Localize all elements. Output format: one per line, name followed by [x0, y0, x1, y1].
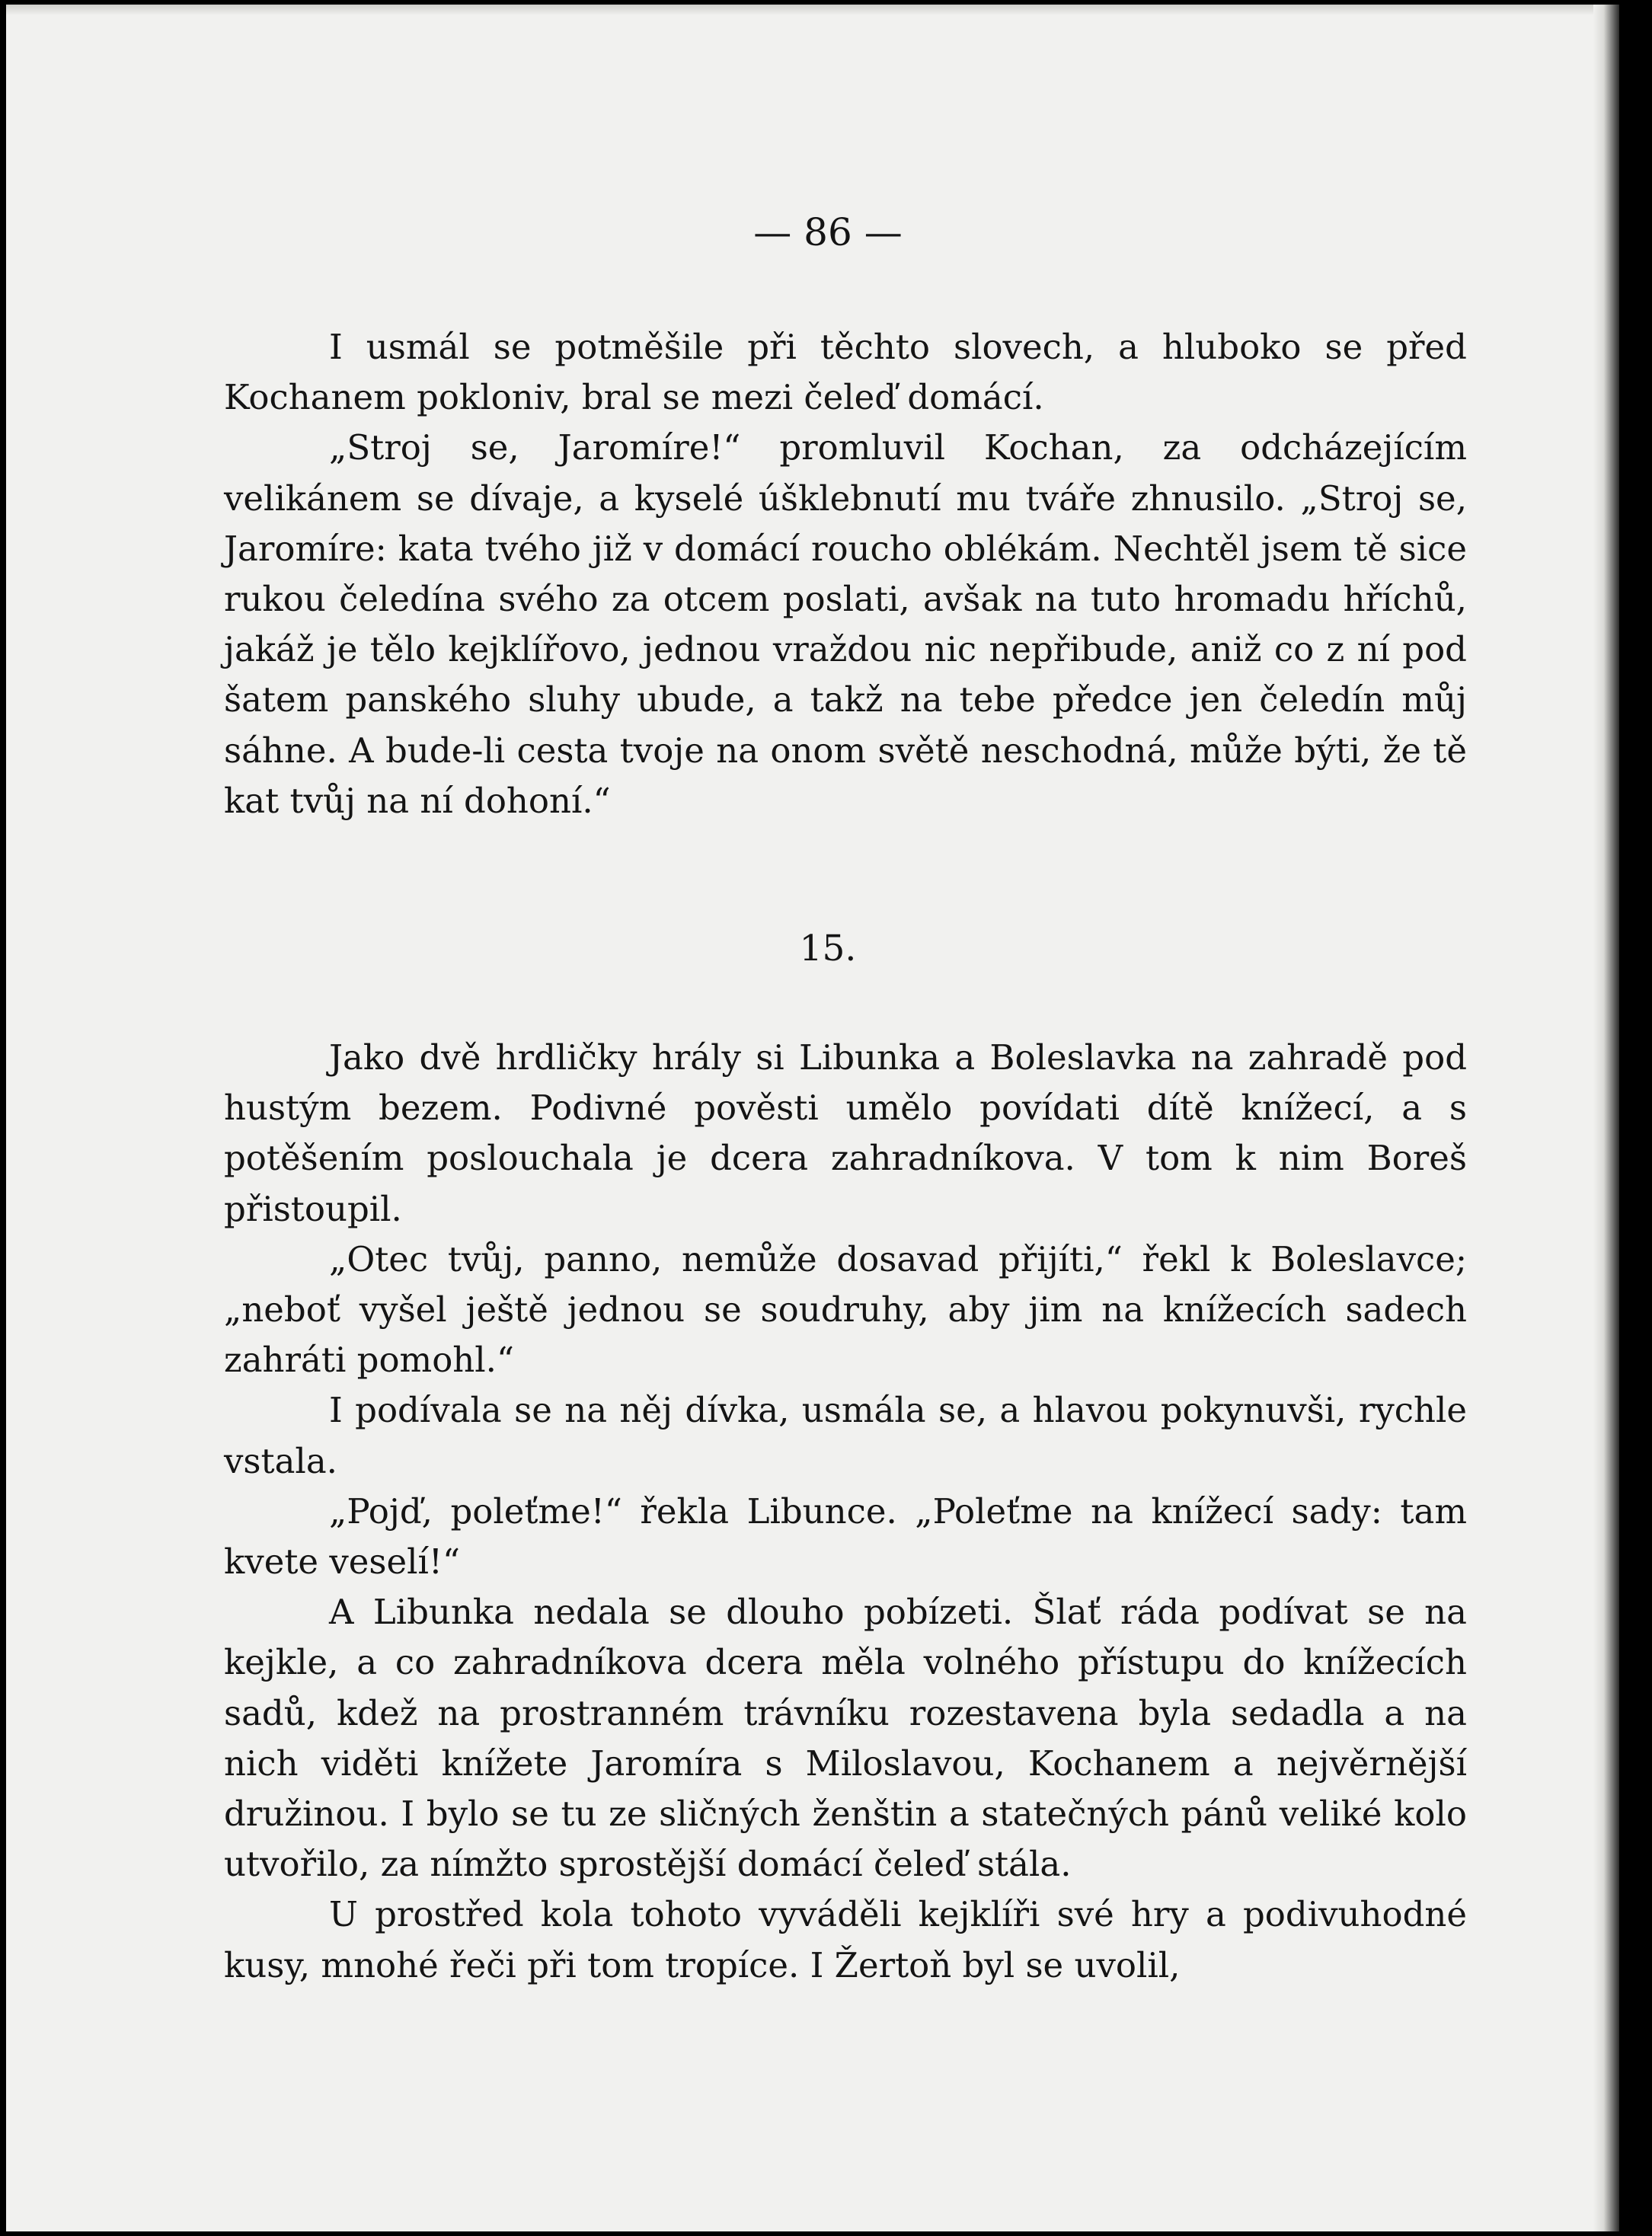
chapter-number: 15.	[799, 928, 857, 969]
paragraph: „Stroj se, Jaromíre!“ promluvil Kochan, za odcházejícím velikánem se dívaje, a kyselé úšklebnutí mu tváře zhnusilo. „Stroj se, Jaromíre: kata tvého již v domácí roucho oblékám. Nechtěl jsem tě sice rukou čeledína svého za otcem poslati, avšak na tuto hromadu hříchů, jakáž je tělo kejklířovo, jednou vraždou nic nepřibude, aniž co z ní pod šatem panského sluhy ubude, a takž na tebe předce jen čeledín můj sáhne. A bude-li cesta tvoje na onom světě neschodná, může býti, že tě kat tvůj na ní dohoní.“	[224, 427, 1467, 821]
paragraph: „Pojď, poleťme!“ řekla Libunce. „Poleťme na knížecí sady: tam kvete veselí!“	[224, 1490, 1467, 1583]
paragraph: I podívala se na něj dívka, usmála se, a hlavou pokynuvši, rychle vstala.	[224, 1390, 1467, 1481]
paragraph: I usmál se potměšile při těchto slovech, a hluboko se před Kochanem pokloniv, bral se mezi čeleď domácí.	[224, 327, 1467, 418]
scan-edge-right	[1593, 5, 1619, 2231]
scan-edge-top	[6, 5, 1619, 15]
paragraph: U prostřed kola tohoto vyváděli kejklíři své hry a podivuhodné kusy, mnohé řeči při tom tropíce. I Žertoň byl se uvolil,	[224, 1894, 1467, 1985]
text-block-chapter	[224, 1033, 1467, 1991]
paragraph: Jako dvě hrdličky hrály si Libunka a Boleslavka na zahradě pod hustým bezem. Podivné pověsti umělo povídati dítě knížecí, a s potěšením poslouchala je dcera zahradníkova. V tom k nim Boreš přistoupil.	[224, 1037, 1467, 1229]
text-block-top	[224, 322, 1467, 826]
paragraph: „Otec tvůj, panno, nemůže dosavad přijíti,“ řekl k Boleslavce; „neboť vyšel ještě jednou se soudruhy, aby jim na knížecích sadech zahráti pomohl.“	[224, 1238, 1467, 1381]
page-number: — 86 —	[753, 210, 903, 254]
paragraph: A Libunka nedala se dlouho pobízeti. Šlať ráda podívat se na kejkle, a co zahradníkova dcera měla volného přístupu do knížecích sadů, kdež na prostranném trávníku rozestavena byla sedadla a na nich viděti knížete Jaromíra s Miloslavou, Kochanem a nejvěrnější družinou. I bylo se tu ze sličných ženštin a statečných pánů veliké kolo utvořilo, za nímžto sprostější domácí čeleď stála.	[224, 1592, 1467, 1885]
book-page	[6, 5, 1619, 2231]
